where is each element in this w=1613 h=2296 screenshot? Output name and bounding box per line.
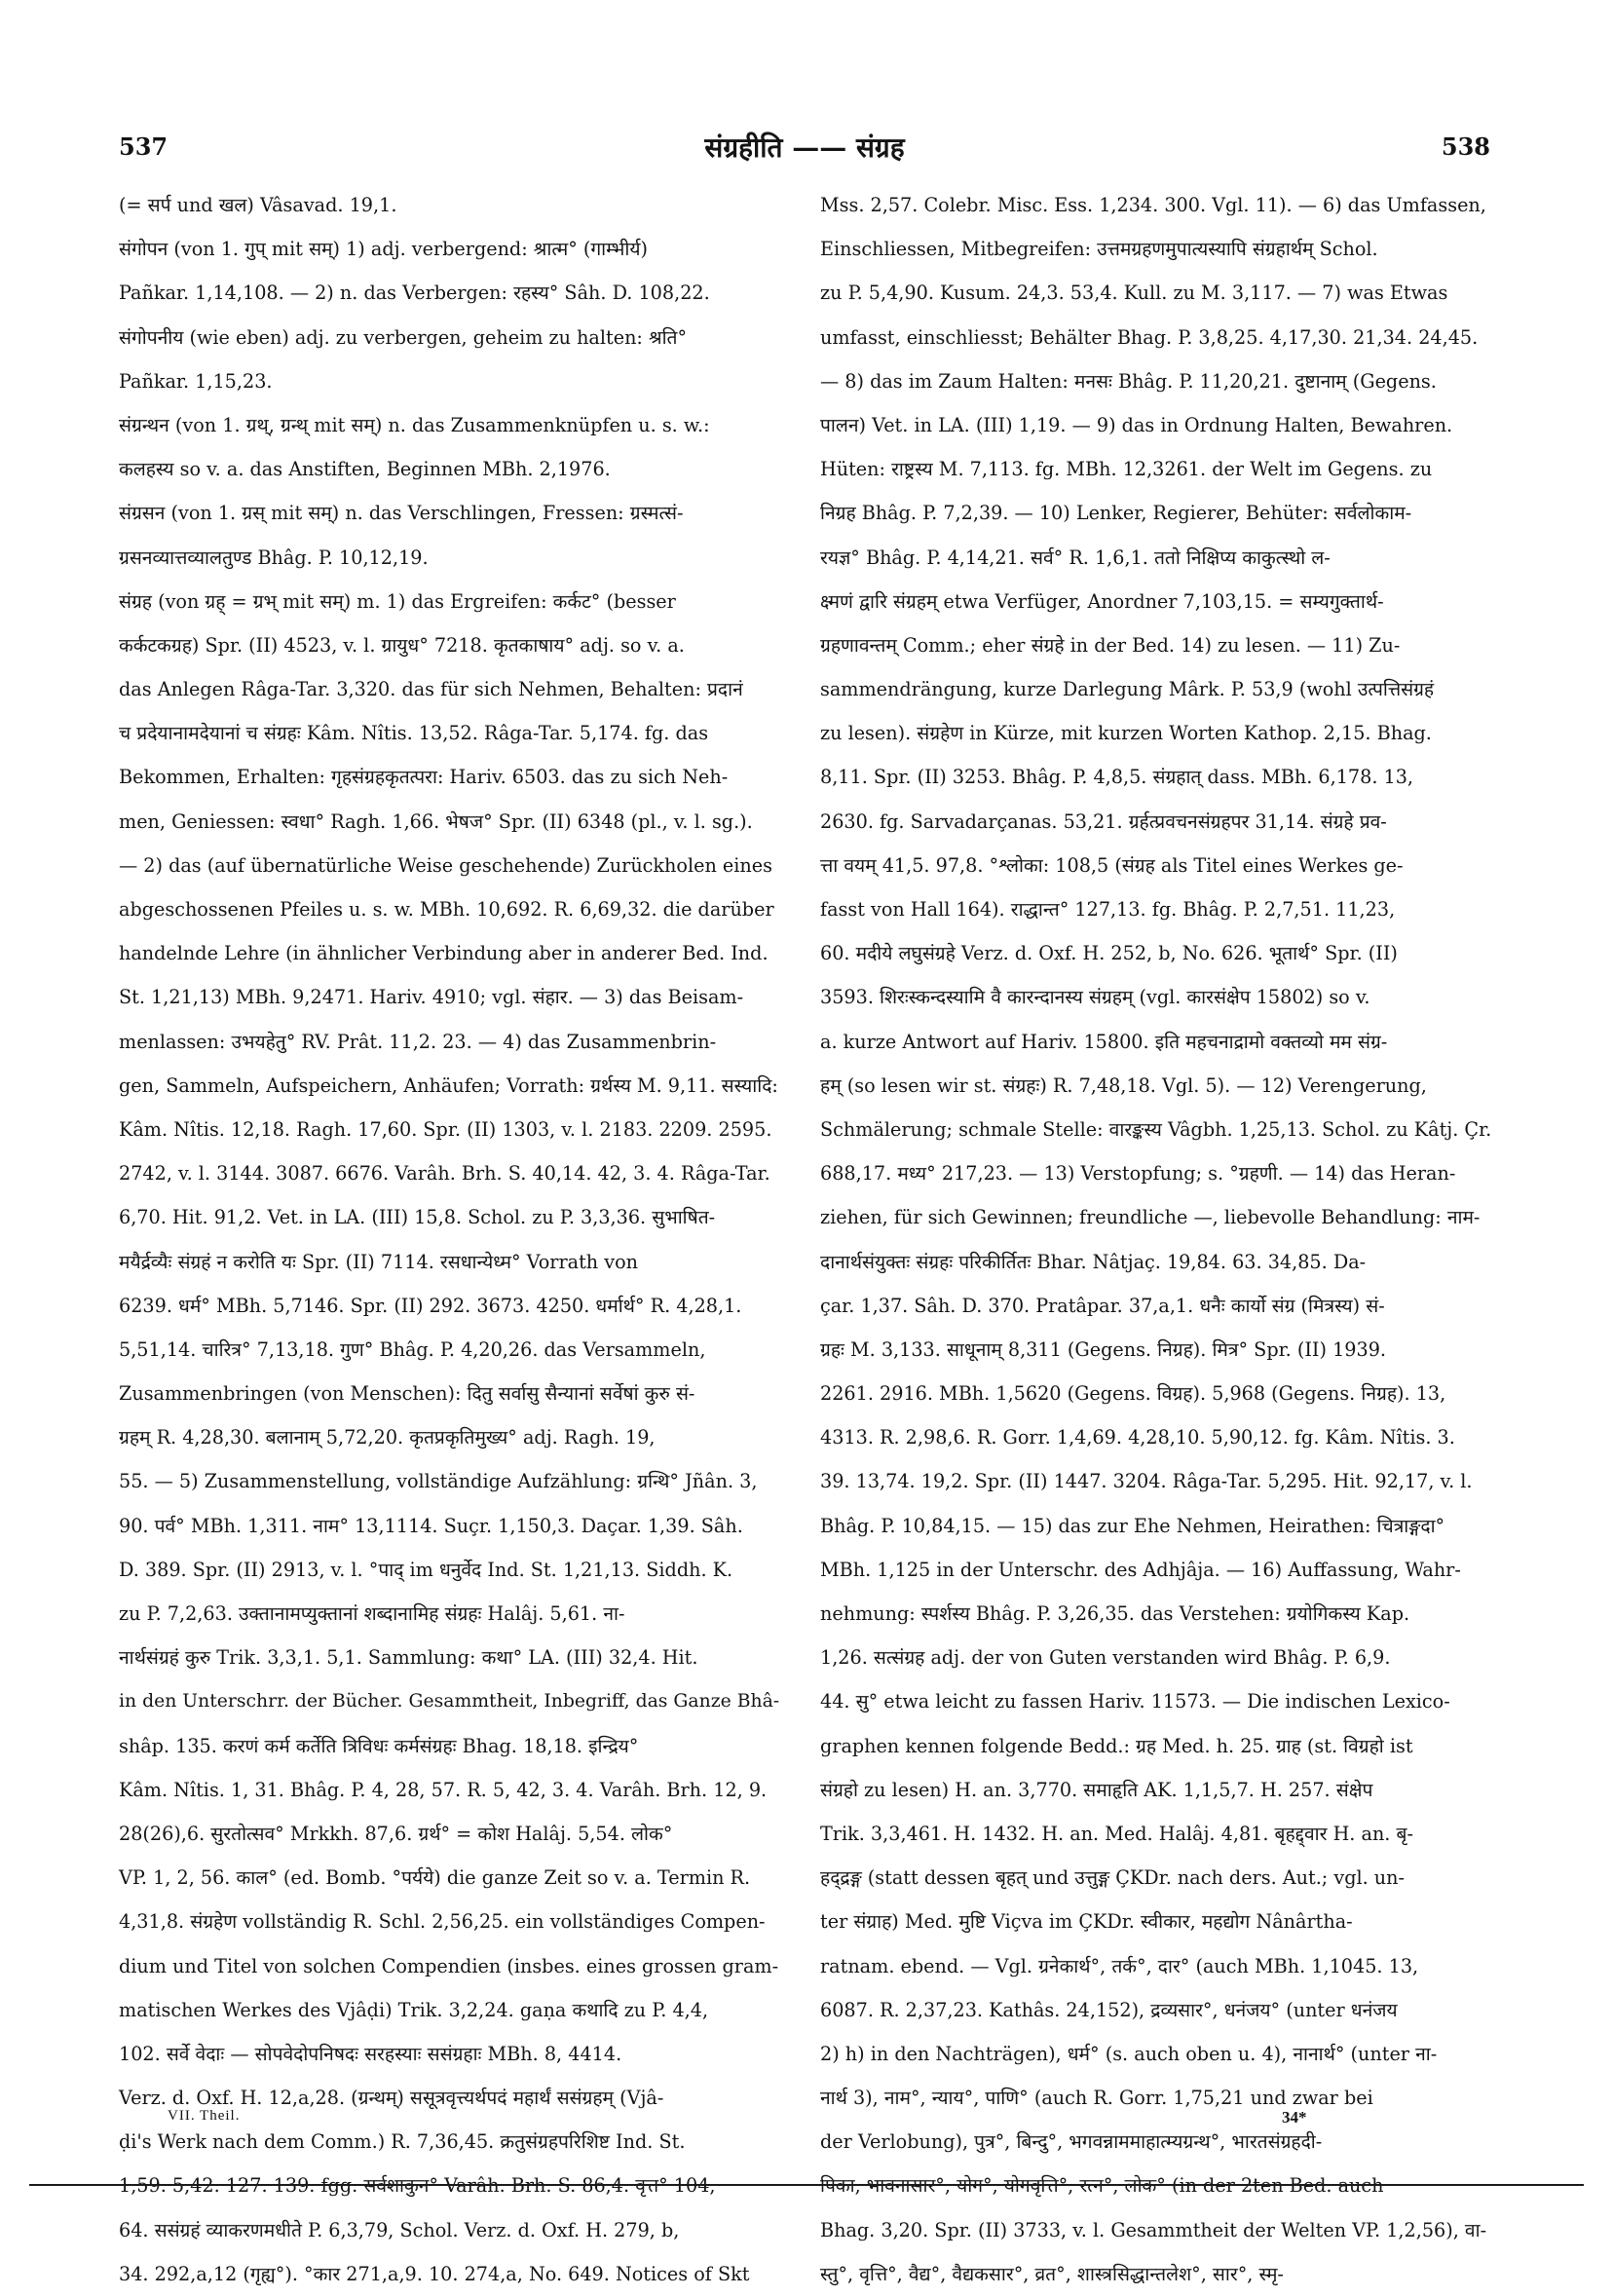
text-line: नार्थ 3), नाम°, न्याय°, पाणि° (auch R. Gorr. 1,75,21 und zwar bei [820, 2087, 1373, 2110]
text-line: der Verlobung), पुत्र°, बिन्दु°, भगवन्नाममाहात्म्यग्रन्थ°, भारतसंग्रहदी- [820, 2130, 1323, 2154]
running-title: संग्रहीति —— संग्रह [704, 132, 905, 164]
text-line: Kâm. Nîtis. 1, 31. Bhâg. P. 4, 28, 57. R. 5, 42, 3. 4. Varâh. Brh. 12, 9. [119, 1778, 768, 1801]
text-line: Bekommen, Erhalten: गृहसंग्रहकृतत्परा: Hariv. 6503. das zu sich Neh- [119, 766, 729, 789]
text-line: 44. सु° etwa leicht zu fassen Hariv. 11573. — Die indischen Lexico- [820, 1690, 1450, 1713]
text-line: Trik. 3,3,461. H. 1432. H. an. Med. Halâj. 4,81. बृहद्द्वार H. an. बृ- [820, 1822, 1413, 1845]
text-line: handelnde Lehre (in ähnlicher Verbindung aber in anderer Bed. Ind. [119, 942, 769, 965]
signature-mark: 34* [1282, 2108, 1307, 2127]
text-line: हम् (so lesen wir st. संग्रहः) R. 7,48,18. Vgl. 5). — 12) Verengerung, [820, 1073, 1427, 1097]
text-line: 90. पर्व° MBh. 1,311. नाम° 13,1114. Suçr. 1,150,3. Daçar. 1,39. Sâh. [119, 1514, 743, 1537]
text-line: संगोपन (von 1. गुप् mit सम्) 1) adj. verbergend: श्रात्म° (गाम्भीर्य) [119, 238, 648, 261]
text-line: 2) h) in den Nachträgen), धर्म° (s. auch oben u. 4), नानार्थ° (unter ना- [820, 2042, 1438, 2065]
text-line: das Anlegen Râga-Tar. 3,320. das für sich Nehmen, Behalten: प्रदानं [119, 678, 743, 701]
text-line: shâp. 135. करणं कर्म कर्तेति त्रिविधः कर्मसंग्रहः Bhag. 18,18. इन्द्रिय° [119, 1734, 639, 1757]
text-line: Pañkar. 1,14,108. — 2) n. das Verbergen: रहस्य° Sâh. D. 108,22. [119, 282, 710, 305]
text-line: संग्रह (von ग्रह् = ग्रभ् mit सम्) m. 1) das Ergreifen: कर्कट° (besser [119, 589, 676, 613]
text-line: ग्रहणावन्तम् Comm.; eher संग्रहे in der Bed. 14) zu lesen. — 11) Zu- [820, 633, 1401, 657]
text-line: 55. — 5) Zusammenstellung, vollständige Aufzählung: ग्रन्थि° Jñân. 3, [119, 1470, 758, 1493]
text-line: 2630. fg. Sarvadarçanas. 53,21. ग्रर्हत्प्रवचनसंग्रहपर 31,14. संग्रहे प्रव- [820, 809, 1387, 833]
text-line: ziehen, für sich Gewinnen; freundliche —, liebevolle Behandlung: नाम- [820, 1206, 1481, 1229]
text-line: रयज्ञ° Bhâg. P. 4,14,21. सर्व° R. 1,6,1. ततो निक्षिप्य काकुत्स्थो ल- [820, 546, 1331, 569]
page-header [119, 132, 1490, 171]
text-line: in den Unterschrr. der Bücher. Gesammtheit, Inbegriff, das Ganze Bhâ- [119, 1691, 780, 1713]
text-line: 2261. 2916. MBh. 1,5620 (Gegens. विग्रह). 5,968 (Gegens. निग्रह). 13, [820, 1382, 1446, 1406]
text-line: Einschliessen, Mitbegreifen: उत्तमग्रहणमुपात्यस्यापि संग्रहार्थम् Schol. [820, 238, 1378, 261]
text-line: 6,70. Hit. 91,2. Vet. in LA. (III) 15,8. Schol. zu P. 3,3,36. सुभाषित- [119, 1206, 716, 1229]
text-line: menlassen: उभयहेतु° RV. Prât. 11,2. 23. — 4) das Zusammenbrin- [119, 1030, 717, 1053]
text-line: gen, Sammeln, Aufspeichern, Anhäufen; Vorrath: ग्रर्थस्य M. 9,11. सस्यादि: [119, 1073, 778, 1097]
text-line: मयैर्द्रव्यैः संग्रहं न करोति यः Spr. (II) 7114. रसधान्येध्म° Vorrath von [119, 1250, 638, 1273]
text-line: 2742, v. l. 3144. 3087. 6676. Varâh. Brh. S. 40,14. 42, 3. 4. Râga-Tar. [119, 1162, 770, 1186]
text-line: çar. 1,37. Sâh. D. 370. Pratâpar. 37,a,1. धनैः कार्यो संग्र (मित्रस्य) सं- [820, 1294, 1385, 1317]
text-line: dium und Titel von solchen Compendien (insbes. eines grossen gram- [119, 1954, 779, 1977]
text-line: sammendrängung, kurze Darlegung Mârk. P. 53,9 (wohl उत्पत्तिसंग्रहं [820, 678, 1435, 701]
text-line: कर्कटकग्रह) Spr. (II) 4523, v. l. ग्रायुध° 7218. कृतकाषाय° adj. so v. a. [119, 633, 685, 657]
text-line: — 8) das im Zaum Halten: मनसः Bhâg. P. 11,20,21. दुष्टानाम् (Gegens. [820, 369, 1437, 393]
right-column [820, 183, 1492, 2285]
text-line: संग्रहो zu lesen) H. an. 3,770. समाहृति AK. 1,1,5,7. H. 257. संक्षेप [820, 1778, 1373, 1801]
page-number-right: 538 [1441, 132, 1490, 161]
text-line: abgeschossenen Pfeiles u. s. w. MBh. 10,692. R. 6,69,32. die darüber [119, 898, 774, 921]
text-line: a. kurze Antwort auf Hariv. 15800. इति महचनाद्रामो वक्तव्यो मम संग्र- [820, 1030, 1388, 1053]
text-line: ग्रसनव्यात्तव्यालतुण्ड Bhâg. P. 10,12,19. [119, 546, 429, 569]
text-line: D. 389. Spr. (II) 2913, v. l. °पाद् im धनुर्वेद Ind. St. 1,21,13. Siddh. K. [119, 1558, 733, 1581]
text-line: (= सर्प und खल) Vâsavad. 19,1. [119, 194, 397, 216]
text-line: men, Geniessen: स्वधा° Ragh. 1,66. भेषज° Spr. (II) 6348 (pl., v. l. sg.). [119, 809, 753, 833]
text-line: Hüten: राष्ट्रस्य M. 7,113. fg. MBh. 12,3261. der Welt im Gegens. zu [820, 458, 1433, 481]
text-line: संग्रसन (von 1. ग्रस् mit सम्) n. das Verschlingen, Fressen: ग्रस्मत्सं- [119, 502, 684, 525]
text-line: — 2) das (auf übernatürliche Weise geschehende) Zurückholen eines [119, 853, 772, 877]
text-line: zu P. 7,2,63. उक्तानामप्युक्तानां शब्दानामिह संग्रहः Halâj. 5,61. ना- [119, 1602, 625, 1625]
page-number-left: 537 [119, 132, 169, 161]
text-line: ग्रहम् R. 4,28,30. बलानाम् 5,72,20. कृतप्रकृतिमुख्य° adj. Ragh. 19, [119, 1426, 656, 1449]
text-line: Zusammenbringen (von Menschen): दितु सर्वासु सैन्यानां सर्वेषां कुरु सं- [119, 1382, 695, 1406]
text-line: 102. सर्वे वेदाः — सोपवेदोपनिषदः सरहस्याः ससंग्रहाः MBh. 8, 4414. [119, 2042, 622, 2065]
text-line: Verz. d. Oxf. H. 12,a,28. (ग्रन्थम्) ससूत्रवृत्त्यर्थपदं महार्थं ससंग्रहम् (Vjâ- [119, 2087, 664, 2110]
text-line: निग्रह Bhâg. P. 7,2,39. — 10) Lenker, Regierer, Behüter: सर्वलोकाम- [820, 502, 1412, 525]
text-line: क्ष्मणं द्वारि संग्रहम् etwa Verfüger, Anordner 7,103,15. = सम्यगुक्तार्थ- [820, 589, 1384, 613]
text-line: दानार्थसंयुक्तः संग्रहः परिकीर्तितः Bhar. Nâtjaç. 19,84. 63. 34,85. Da- [820, 1250, 1367, 1273]
text-line: 60. मदीये लघुसंग्रहे Verz. d. Oxf. H. 252, b, No. 626. भूतार्थ° Spr. (II) [820, 942, 1398, 965]
text-line: 6087. R. 2,37,23. Kathâs. 24,152), द्रव्यसार°, धनंजय° (unter धनंजय [820, 1998, 1398, 2021]
text-line [820, 2164, 1492, 2207]
text-line: fasst von Hall 164). राद्धान्त° 127,13. fg. Bhâg. P. 2,7,51. 11,23, [820, 898, 1396, 921]
text-line: St. 1,21,13) MBh. 9,2471. Hariv. 4910; vgl. संहार. — 3) das Beisam- [119, 986, 744, 1009]
text-line: 4,31,8. संग्रहेण vollständig R. Schl. 2,56,25. ein vollständiges Compen- [119, 1910, 766, 1934]
text-line: VP. 1, 2, 56. काल° (ed. Bomb. °पर्यये) die ganze Zeit so v. a. Termin R. [119, 1866, 751, 1890]
text-line [119, 2164, 791, 2207]
text-line: नार्थसंग्रहं कुरु Trik. 3,3,1. 5,1. Sammlung: कथा° LA. (III) 32,4. Hit. [119, 1646, 698, 1670]
text-line: Bhâg. P. 10,84,15. — 15) das zur Ehe Nehmen, Heirathen: चित्राङ्गदा° [820, 1514, 1445, 1537]
text-line: nehmung: स्पर्शस्य Bhâg. P. 3,26,35. das Verstehen: ग्रयोगिकस्य Kap. [820, 1602, 1410, 1625]
text-line: कलहस्य so v. a. das Anstiften, Beginnen MBh. 2,1976. [119, 458, 611, 481]
text-line: ग्रहः M. 3,133. साधूनाम् 8,311 (Gegens. निग्रह). मित्र° Spr. (II) 1939. [820, 1337, 1387, 1361]
text-line: 28(26),6. सुरतोत्सव° Mrkkh. 87,6. ग्रर्थ° = कोश Halâj. 5,54. लोक° [119, 1822, 673, 1845]
text-line: ratnam. ebend. — Vgl. ग्रनेकार्थ°, तर्क°, दार° (auch MBh. 1,1045. 13, [820, 1954, 1419, 1977]
text-line: ter संग्राह) Med. मुष्टि Viçva im ÇKDr. स्वीकार, महद्योग Nânârtha- [820, 1910, 1353, 1934]
text-line: पालन) Vet. in LA. (III) 1,19. — 9) das in Ordnung Halten, Bewahren. [820, 413, 1453, 436]
text-line: MBh. 1,125 in der Unterschr. des Adhjâja. — 16) Auffassung, Wahr- [820, 1558, 1461, 1581]
text-line: हद्द्रङ्ग (statt dessen बृहत् und उत्तुङ्ग ÇKDr. nach ders. Aut.; vgl. un- [820, 1866, 1406, 1890]
text-line: 8,11. Spr. (II) 3253. Bhâg. P. 4,8,5. संग्रहात् dass. MBh. 6,178. 13, [820, 766, 1414, 789]
text-line: 5,51,14. चारित्र° 7,13,18. गुण° Bhâg. P. 4,20,26. das Versammeln, [119, 1337, 706, 1361]
text-line: matischen Werkes des Vjâḍi) Trik. 3,2,24. gaṇa कथादि zu P. 4,4, [119, 1998, 709, 2021]
text-line: 688,17. मध्य° 217,23. — 13) Verstopfung; s. °ग्रहणी. — 14) das Heran- [820, 1162, 1456, 1186]
text-line: zu P. 5,4,90. Kusum. 24,3. 53,4. Kull. zu M. 3,117. — 7) was Etwas [820, 282, 1448, 305]
text-line: umfasst, einschliesst; Behälter Bhag. P. 3,8,25. 4,17,30. 21,34. 24,45. [820, 325, 1479, 349]
text-line: ḍi's Werk nach dem Comm.) R. 7,36,45. क्रतुसंग्रहपरिशिष्ट Ind. St. [119, 2130, 686, 2154]
text-line: 39. 13,74. 19,2. Spr. (II) 1447. 3204. Râga-Tar. 5,295. Hit. 92,17, v. l. [820, 1470, 1473, 1493]
text-line: 3593. शिरःस्कन्दस्यामि वै कारन्दानस्य संग्रहम् (vgl. कारसंक्षेप 15802) so v. [820, 986, 1370, 1009]
text-line: 34. 292,a,12 (गृह्य°). °कार 271,a,9. 10. 274,a, No. 649. Notices of Skt [119, 2262, 750, 2285]
text-line: 4313. R. 2,98,6. R. Gorr. 1,4,69. 4,28,10. 5,90,12. fg. Kâm. Nîtis. 3. [820, 1426, 1455, 1449]
text-line: Kâm. Nîtis. 12,18. Ragh. 17,60. Spr. (II) 1303, v. l. 2183. 2209. 2595. [119, 1117, 772, 1141]
text-line: Schmälerung; schmale Stelle: वारङ्कस्य Vâgbh. 1,25,13. Schol. zu Kâtj. Çr. [820, 1117, 1492, 1141]
text-line: 64. ससंग्रहं व्याकरणमधीते P. 6,3,79, Schol. Verz. d. Oxf. H. 279, b, [119, 2218, 680, 2241]
text-line: संगोपनीय (wie eben) adj. zu verbergen, geheim zu halten: श्रति° [119, 325, 688, 349]
text-line: graphen kennen folgende Bedd.: ग्रह Med. h. 25. ग्राह (st. विग्रहो ist [820, 1734, 1413, 1757]
text-line: स्तु°, वृत्ति°, वैद्य°, वैद्यकसार°, व्रत°, शास्त्रसिद्धान्तलेश°, सार°, स्मृ- [820, 2262, 1284, 2285]
text-line: 6239. धर्म° MBh. 5,7146. Spr. (II) 292. 3673. 4250. धर्मार्थ° R. 4,28,1. [119, 1294, 742, 1317]
text-line: च प्रदेयानामदेयानां च संग्रहः Kâm. Nîtis. 13,52. Râga-Tar. 5,174. fg. das [119, 722, 709, 745]
volume-label: VII. Theil. [168, 2108, 241, 2124]
text-line: zu lesen). संग्रहेण in Kürze, mit kurzen Worten Kathop. 2,15. Bhag. [820, 722, 1432, 745]
text-line: Bhag. 3,20. Spr. (II) 3733, v. l. Gesammtheit der Welten VP. 1,2,56), वा- [820, 2218, 1487, 2241]
text-line: 1,26. सत्संग्रह adj. der von Guten verstanden wird Bhâg. P. 6,9. [820, 1646, 1391, 1670]
text-line: Pañkar. 1,15,23. [119, 369, 273, 393]
bottom-rule [29, 2184, 1584, 2186]
text-line: संग्रन्थन (von 1. ग्रथ्, ग्रन्थ् mit सम्) n. das Zusammenknüpfen u. s. w.: [119, 413, 710, 436]
text-line: त्ता वयम् 41,5. 97,8. °श्लोका: 108,5 (संग्रह als Titel eines Werkes ge- [820, 853, 1404, 877]
text-line: Mss. 2,57. Colebr. Misc. Ess. 1,234. 300. Vgl. 11). — 6) das Umfassen, [820, 194, 1486, 216]
